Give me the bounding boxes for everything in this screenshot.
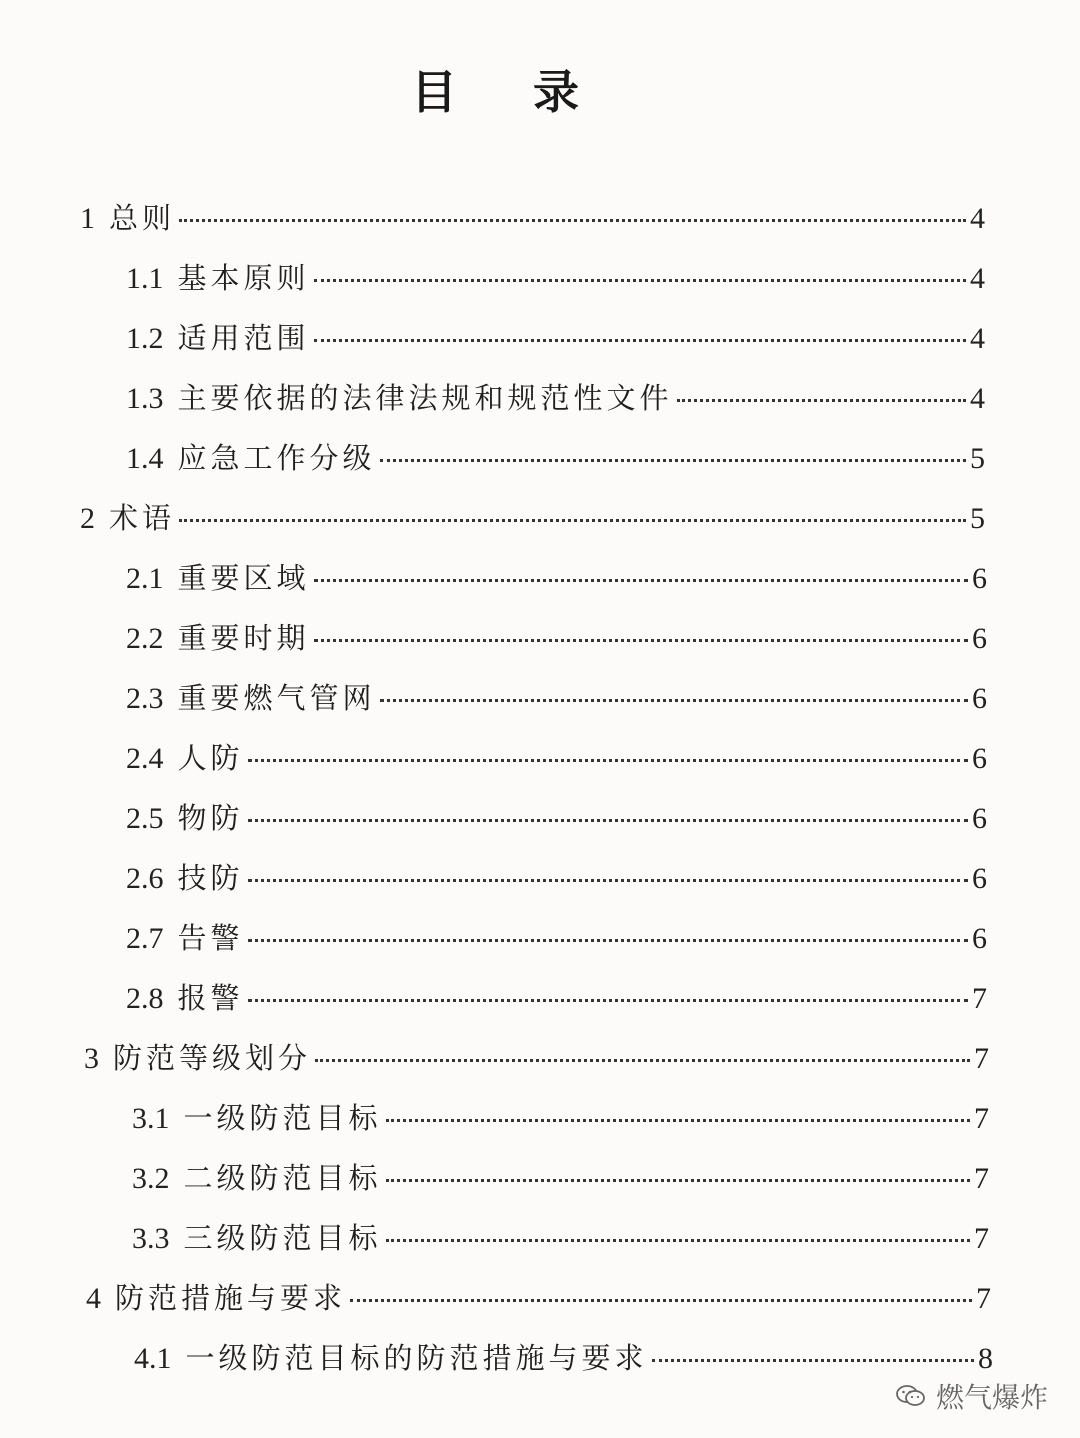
toc-label: 物防 <box>177 801 244 835</box>
toc-label: 三级防范目标 <box>183 1221 382 1255</box>
toc-entry <box>86 1276 991 1320</box>
toc-page: 4 <box>970 202 985 235</box>
toc-number: 1.3 <box>126 382 164 415</box>
toc-entry <box>126 436 985 480</box>
toc-label: 适用范围 <box>177 321 310 355</box>
toc-number: 2.5 <box>126 802 164 835</box>
toc-entry <box>84 1036 989 1080</box>
toc-entry <box>132 1096 989 1140</box>
dot-leader <box>248 819 968 822</box>
toc-entry <box>126 736 987 780</box>
toc-label: 告警 <box>177 921 244 955</box>
toc-number: 3.3 <box>132 1222 170 1255</box>
toc-entry <box>134 1336 993 1380</box>
toc-label: 总则 <box>109 201 176 235</box>
toc-page: 6 <box>972 802 987 835</box>
toc-number: 3.1 <box>132 1102 170 1135</box>
toc-page: 7 <box>974 1222 989 1255</box>
toc-number: 2.6 <box>126 862 164 895</box>
toc-number: 2.8 <box>126 982 164 1015</box>
toc-page: 7 <box>974 1162 989 1195</box>
toc-entry <box>80 196 985 240</box>
toc-number: 1 <box>80 202 95 235</box>
toc-number: 1.1 <box>126 262 164 295</box>
toc-number: 4.1 <box>134 1342 172 1375</box>
dot-leader <box>386 1239 970 1242</box>
toc-page: 4 <box>970 382 985 415</box>
toc-page: 8 <box>978 1342 993 1375</box>
dot-leader <box>248 759 968 762</box>
dot-leader <box>315 1059 970 1062</box>
toc-entry <box>126 976 987 1020</box>
toc-label: 防范等级划分 <box>113 1041 312 1075</box>
toc-label: 重要时期 <box>177 621 310 655</box>
toc-number: 1.2 <box>126 322 164 355</box>
toc-label: 应急工作分级 <box>177 441 376 475</box>
toc-label: 人防 <box>177 741 244 775</box>
dot-leader <box>386 1119 970 1122</box>
toc-label: 主要依据的法律法规和规范性文件 <box>177 381 673 415</box>
toc-page: 4 <box>970 262 985 295</box>
dot-leader <box>248 999 968 1002</box>
toc-number: 4 <box>86 1282 101 1315</box>
toc-number: 2.4 <box>126 742 164 775</box>
toc-page: 6 <box>972 862 987 895</box>
dot-leader <box>314 639 968 642</box>
toc-page: 6 <box>972 922 987 955</box>
toc-number: 1.4 <box>126 442 164 475</box>
toc-label: 一级防范目标的防范措施与要求 <box>185 1341 648 1375</box>
toc-entry <box>126 376 985 420</box>
toc-page: 7 <box>974 1102 989 1135</box>
toc-entry <box>126 916 987 960</box>
toc-entry <box>126 256 985 300</box>
toc-number: 2.1 <box>126 562 164 595</box>
dot-leader <box>677 399 966 402</box>
toc-label: 重要燃气管网 <box>177 681 376 715</box>
dot-leader <box>386 1179 970 1182</box>
watermark <box>896 1376 1048 1416</box>
toc-label: 基本原则 <box>177 261 310 295</box>
toc-entry <box>126 676 987 720</box>
toc-number: 2.2 <box>126 622 164 655</box>
dot-leader <box>380 459 966 462</box>
dot-leader <box>350 1299 972 1302</box>
toc-number: 3.2 <box>132 1162 170 1195</box>
page-title: 目 录 <box>410 65 609 119</box>
toc-entry <box>126 616 987 660</box>
toc-number: 2.3 <box>126 682 164 715</box>
toc-label: 技防 <box>177 861 244 895</box>
toc-number: 2 <box>80 502 95 535</box>
dot-leader <box>179 519 966 522</box>
toc-page: 4 <box>970 322 985 355</box>
dot-leader <box>314 279 966 282</box>
toc-entry <box>126 796 987 840</box>
toc-label: 报警 <box>177 981 244 1015</box>
dot-leader <box>248 879 968 882</box>
toc-number: 2.7 <box>126 922 164 955</box>
toc-page: 6 <box>972 682 987 715</box>
dot-leader <box>179 219 966 222</box>
toc-entry <box>126 856 987 900</box>
toc-entry <box>132 1156 989 1200</box>
toc-entry <box>80 496 985 540</box>
watermark-text: 燃气爆炸 <box>935 1381 1048 1414</box>
toc-page: 7 <box>976 1282 991 1315</box>
dot-leader <box>652 1359 974 1362</box>
toc-label: 二级防范目标 <box>183 1161 382 1195</box>
dot-leader <box>380 699 968 702</box>
toc-entry <box>126 316 985 360</box>
dot-leader <box>248 939 968 942</box>
dot-leader <box>314 339 966 342</box>
dot-leader <box>314 579 968 582</box>
toc-number: 3 <box>84 1042 99 1075</box>
toc-entry <box>126 556 987 600</box>
toc-page: 5 <box>970 502 985 535</box>
toc-page: 6 <box>972 622 987 655</box>
toc-entry <box>132 1216 989 1260</box>
wechat-icon <box>896 1384 926 1408</box>
toc-page: 6 <box>972 562 987 595</box>
toc-page: 7 <box>972 982 987 1015</box>
toc-page: 5 <box>970 442 985 475</box>
toc-label: 防范措施与要求 <box>115 1281 347 1315</box>
toc-page: 6 <box>972 742 987 775</box>
toc-label: 重要区域 <box>177 561 310 595</box>
toc-label: 一级防范目标 <box>183 1101 382 1135</box>
toc-label: 术语 <box>109 501 176 535</box>
toc-page: 7 <box>974 1042 989 1075</box>
